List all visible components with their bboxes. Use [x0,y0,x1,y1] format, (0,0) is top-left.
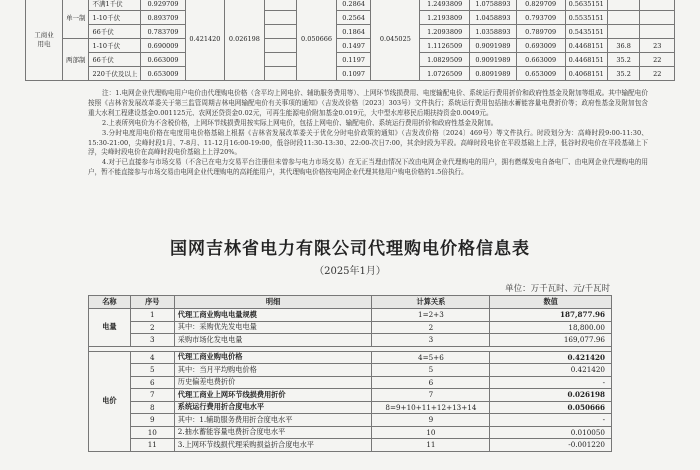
table-row [26,25,675,39]
voltage-cell: 不满1千伏 [89,0,141,11]
value-cell [640,11,675,25]
value-cell: 0.050666 [490,401,612,414]
value-cell [264,11,297,25]
group-label-qty: 电量 [89,309,131,347]
value-cell: 0.829709 [516,0,565,11]
group-cell: 两部制 [62,39,89,81]
table-row [89,401,612,414]
merged-cell: 0.050666 [297,0,337,81]
table-row [89,309,612,322]
value-cell: 0.8091989 [470,67,517,81]
value-cell: 35.2 [607,53,640,67]
value-cell: - [490,376,612,389]
detail-cell: 其中：1.辅助服务费用折合度电水平 [174,414,372,427]
value-cell: 0.690009 [141,39,185,53]
table-row [89,321,612,334]
note-paragraph: 3.分时电度用电价格在电度用电价格基础上根据《吉林省发展改革委关于优化分时电价政策的通知》（吉发改价格〔2024〕469号）等文件执行。时段划分为：高峰时段9:00-11:30、15:30-21:00，尖峰时段1月、7-8月、11-12月16:00-19:00，低谷时段11:30-13:30、22:00-次日7:00，其余时段为平段。高峰时段电价在平段基础上上浮，低谷时段电价在平段基础上下浮，尖峰时段电价在高峰时段电价基础上上浮20%。 [88,128,648,157]
seq-cell: 11 [130,439,174,452]
value-cell: 0.421420 [490,351,612,364]
value-cell [264,67,297,81]
detail-cell: 其中：采购优先发电电量 [174,321,372,334]
table-header-row [89,296,612,309]
group-label-price: 电价 [89,351,131,451]
notes-section [88,89,648,178]
value-cell: 0.663009 [141,53,185,67]
note-paragraph: 4.对于已直接参与市场交易（不含已在电力交易平台注册但未曾参与电力市场交易）在无正当理由情况下改由电网企业代理购电的用户，拥有燃煤发电自备电厂、由电网企业代理购电的用户，暂不能直接参与市场交易由电网企业代理购电的高耗能用户，其代理购电价格按电网企业代理其他用户购电价格的1.5倍执行。 [88,158,648,177]
header-value: 数值 [490,296,612,309]
value-cell: 0.2864 [336,0,371,11]
value-cell: 0.653009 [141,67,185,81]
header-detail: 明细 [174,296,372,309]
detail-cell: 代理工商业购电价格 [174,351,372,364]
seq-cell: 1 [130,309,174,322]
value-cell: 1.1126509 [420,39,470,53]
value-cell [264,0,297,11]
value-cell: 1.0358893 [470,25,517,39]
seq-cell: 4 [130,351,174,364]
value-cell: 23 [640,39,675,53]
detail-cell: 系统运行费用折合度电水平 [174,401,372,414]
value-cell: 0.1497 [336,39,371,53]
seq-cell: 3 [130,334,174,347]
seq-cell: 2 [130,321,174,334]
value-cell: 1.0829509 [420,53,470,67]
value-cell: 1.2493809 [420,0,470,11]
header-calc: 计算关系 [372,296,490,309]
detail-cell: 采购市场化发电电量 [174,334,372,347]
value-cell: 22 [640,53,675,67]
voltage-cell: 220千伏及以上 [89,67,141,81]
table-row [89,334,612,347]
detail-cell: 其中：当月平均购电价格 [174,364,372,377]
merged-cell: 0.045025 [371,0,420,81]
value-cell: - [490,414,612,427]
value-cell [264,39,297,53]
value-cell [607,0,640,11]
page-subtitle: （2025年1月） [314,266,386,277]
value-cell: 0.693009 [516,39,565,53]
value-cell: 35.2 [607,67,640,81]
value-cell [264,53,297,67]
detail-cell: 代理工商业购电电量规模 [174,309,372,322]
value-cell: 0.5535151 [565,11,607,25]
value-cell: 0.010050 [490,426,612,439]
detail-cell: 2.抽水蓄能容量电费折合度电水平 [174,426,372,439]
table-row [26,67,675,81]
detail-cell: 代理工商业上网环节线损费用折价 [174,389,372,402]
value-cell: 0.5435151 [565,25,607,39]
value-cell: 0.789709 [516,25,565,39]
price-info-table [88,295,612,452]
value-cell: 0.2564 [336,11,371,25]
seq-cell: 5 [130,364,174,377]
value-cell: 1.0726509 [420,67,470,81]
voltage-cell: 1-10千伏 [89,11,141,25]
calc-cell: 11 [372,439,490,452]
tariff-table [25,0,675,81]
header-seq: 序号 [130,296,174,309]
value-cell: 1.0758893 [470,0,517,11]
calc-cell: 8=9+10+11+12+13+14 [372,401,490,414]
table-row [89,376,612,389]
value-cell: 0.1197 [336,53,371,67]
note-paragraph: 2.上表所列电价为不含税价格，上网环节线损费用按实际上网电价，包括上网电价、输配电价、系统运行费用折价和政府性基金及附加。 [102,118,498,127]
merged-cell: 0.026198 [225,0,265,81]
value-cell: -0.001220 [490,439,612,452]
seq-cell: 7 [130,389,174,402]
value-cell: 0.929709 [141,0,185,11]
value-cell: 36.8 [607,39,640,53]
voltage-cell: 66千伏 [89,53,141,67]
table-row [26,53,675,67]
value-cell [264,25,297,39]
seq-cell: 8 [130,401,174,414]
table-row [26,39,675,53]
value-cell: 0.653009 [516,67,565,81]
value-cell: 0.421420 [490,364,612,377]
table-row [26,11,675,25]
value-cell: 0.893709 [141,11,185,25]
calc-cell: 9 [372,414,490,427]
value-cell: 169,077.96 [490,334,612,347]
value-cell: 187,877.96 [490,309,612,322]
table-row [89,364,612,377]
value-cell [607,25,640,39]
value-cell: 0.026198 [490,389,612,402]
value-cell [607,11,640,25]
calc-cell: 6 [372,376,490,389]
value-cell [640,25,675,39]
value-cell: 0.4468151 [565,53,607,67]
calc-cell: 3 [372,334,490,347]
value-cell: 0.5635151 [565,0,607,11]
calc-cell: 5 [372,364,490,377]
header-name: 名称 [89,296,131,309]
note-paragraph: 注：1.电网企业代理购电用户电价由代理购电价格（含平均上网电价、辅助服务费用等）、上网环节线损费用、电度输配电价、系统运行费用折价和政府性基金及附加等组成。其中输配电价按照《吉林省发展改革委关于第三监管周期吉林电网输配电价有关事项的通知》（吉发改价格〔2023〕303号）文件执行；系统运行费用包括抽水蓄能容量电费折价等；政府性基金及附加包含重大水利工程建设基金0.001125元、农网还贷资金0.02元，可再生能源电价附加基金0.019元，大中型水库移民后期扶持资金0.0049元。 [88,89,648,117]
table-row [89,351,612,364]
table-row [26,0,675,11]
value-cell: 0.1097 [336,67,371,81]
value-cell: 18,800.00 [490,321,612,334]
detail-cell: 历史偏差电费折价 [174,376,372,389]
seq-cell: 6 [130,376,174,389]
value-cell: 22 [640,67,675,81]
value-cell: 0.793709 [516,11,565,25]
value-cell: 1.2093809 [420,25,470,39]
value-cell: 0.9091989 [470,39,517,53]
table-row [89,426,612,439]
value-cell: 0.4068151 [565,67,607,81]
unit-note: 单位：万千瓦时、元/千瓦时 [505,284,610,294]
calc-cell: 7 [372,389,490,402]
page-title: 国网吉林省电力有限公司代理购电价格信息表 [170,239,530,259]
value-cell: 0.4468151 [565,39,607,53]
value-cell: 0.783709 [141,25,185,39]
value-cell: 0.663009 [516,53,565,67]
seq-cell: 9 [130,414,174,427]
detail-cell: 3.上网环节线损代理采购损益折合度电水平 [174,439,372,452]
voltage-cell: 1-10千伏 [89,39,141,53]
calc-cell: 10 [372,426,490,439]
voltage-cell: 66千伏 [89,25,141,39]
value-cell: 1.2193809 [420,11,470,25]
merged-cell: 0.421420 [185,0,225,81]
calc-cell: 1=2+3 [372,309,490,322]
group-cell: 单一制 [62,0,89,39]
table-row [89,439,612,452]
table-row [89,414,612,427]
category-cell [26,0,63,81]
seq-cell: 10 [130,426,174,439]
value-cell: 0.1864 [336,25,371,39]
value-cell [640,0,675,11]
calc-cell: 4=5+6 [372,351,490,364]
category-label: 工商业 [34,30,54,39]
category-label: 用电 [37,39,51,48]
value-cell: 1.0458893 [470,11,517,25]
calc-cell: 2 [372,321,490,334]
table-row [89,389,612,402]
value-cell: 0.9091989 [470,53,517,67]
